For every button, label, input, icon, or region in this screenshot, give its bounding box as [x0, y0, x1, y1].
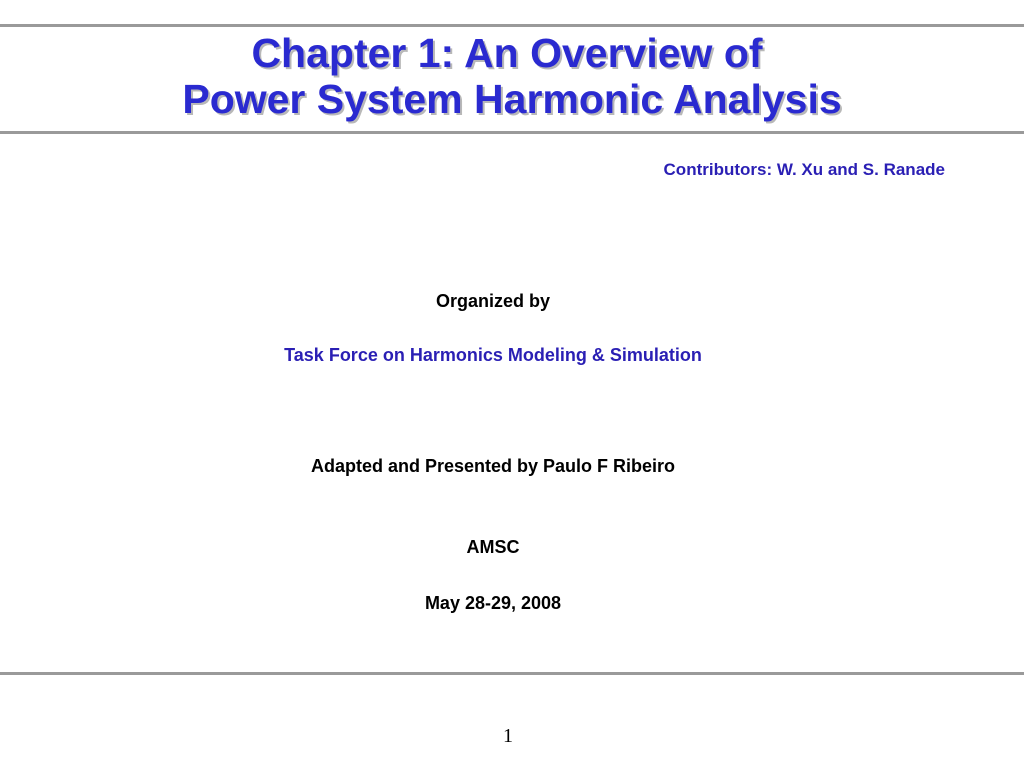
top-rule — [0, 24, 1024, 27]
page-number: 1 — [503, 725, 513, 747]
venue-text: AMSC — [466, 537, 520, 557]
contributors-text: Contributors: W. Xu and S. Ranade — [663, 160, 945, 179]
date-text: May 28-29, 2008 — [424, 593, 562, 613]
title-line-1: Chapter 1: An Overview of — [251, 30, 763, 76]
organized-by-label: Organized by — [435, 291, 551, 311]
organizer-name: Task Force on Harmonics Modeling & Simulation — [284, 345, 702, 365]
footer-rule — [0, 672, 1024, 675]
slide-title — [0, 30, 1024, 122]
title-underline-rule — [0, 131, 1024, 134]
title-line-2: Power System Harmonic Analysis — [182, 76, 842, 122]
presenter-text: Adapted and Presented by Paulo F Ribeiro — [310, 456, 676, 476]
